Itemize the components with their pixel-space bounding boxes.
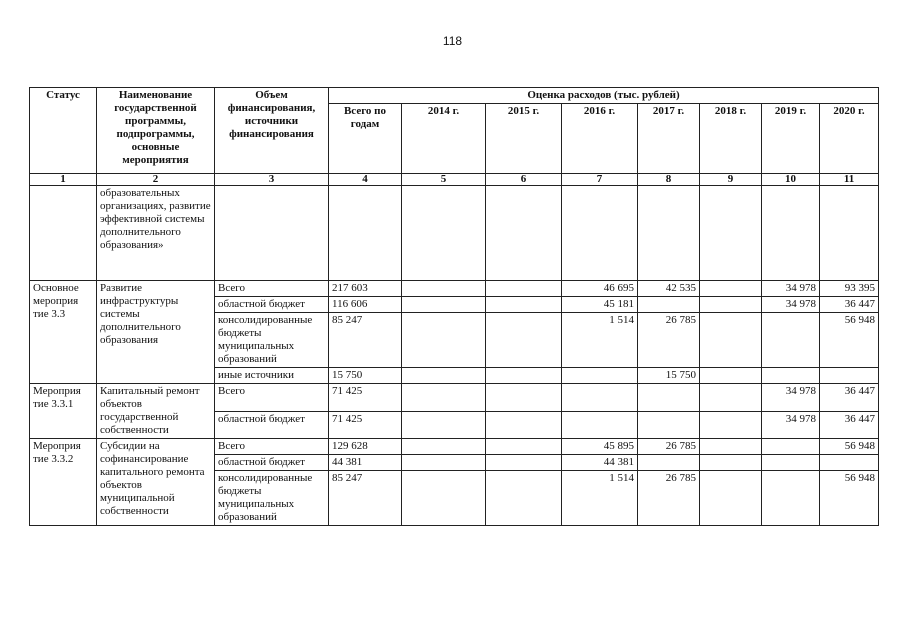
cell-2014 [402,439,486,455]
cell-2014 [402,455,486,471]
table-row [30,281,879,297]
cell-2016: 1 514 [562,313,638,368]
cell-2015 [486,384,562,412]
column-number: 11 [820,174,879,186]
cell-2017: 26 785 [638,439,700,455]
table-cell [700,186,762,281]
column-number: 4 [329,174,402,186]
continuation-row [30,186,879,281]
cell-2019 [762,439,820,455]
table-row [30,384,879,412]
cell-2016: 44 381 [562,455,638,471]
header-2014: 2014 г. [402,104,486,174]
cell-total: 217 603 [329,281,402,297]
cell-total: 15 750 [329,368,402,384]
row-status: Мероприя тие 3.3.1 [30,384,97,439]
cell-2015 [486,455,562,471]
column-number: 7 [562,174,638,186]
column-number: 9 [700,174,762,186]
cell-2014 [402,313,486,368]
column-number: 10 [762,174,820,186]
header-name: Наименование государственной программы, подпрограммы, основные мероприятия [97,88,215,174]
cell-2017: 26 785 [638,471,700,526]
header-status: Статус [30,88,97,174]
row-name: Капитальный ремонт объектов государственной собственности [97,384,215,439]
cell-2015 [486,297,562,313]
cell-2020 [820,368,879,384]
row-source: Всего [215,281,329,297]
cell-2018 [700,455,762,471]
cell-total: 116 606 [329,297,402,313]
column-number: 8 [638,174,700,186]
cell-2020: 56 948 [820,471,879,526]
row-status: Мероприя тие 3.3.2 [30,439,97,526]
cell-2019: 34 978 [762,281,820,297]
cell-2016 [562,384,638,412]
header-2016: 2016 г. [562,104,638,174]
cell-2018 [700,384,762,412]
cell-2017 [638,297,700,313]
table-cell [562,186,638,281]
cell-2018 [700,297,762,313]
cell-2016: 45 895 [562,439,638,455]
expense-table [29,87,879,526]
table-cell [215,186,329,281]
cell-2020: 56 948 [820,313,879,368]
row-source: консолидированные бюджеты муниципальных образований [215,313,329,368]
cell-2019 [762,471,820,526]
row-name: Субсидии на софинансирование капитального ремонта объектов муниципальной собственности [97,439,215,526]
header-estimate: Оценка расходов (тыс. рублей) [329,88,879,104]
column-number: 5 [402,174,486,186]
table-cell [820,186,879,281]
cell-2019: 34 978 [762,384,820,412]
cell-2015 [486,439,562,455]
row-name: Развитие инфраструктуры системы дополнительного образования [97,281,215,384]
continuation-name: образовательных организациях, развитие эффективной системы дополнительного образования» [97,186,215,281]
cell-2014 [402,281,486,297]
row-source: Всего [215,439,329,455]
cell-2014 [402,297,486,313]
table-cell [30,186,97,281]
cell-2019: 34 978 [762,297,820,313]
cell-2014 [402,368,486,384]
cell-2019 [762,313,820,368]
cell-2020: 36 447 [820,411,879,439]
table-cell [762,186,820,281]
cell-total: 71 425 [329,411,402,439]
table-cell [486,186,562,281]
cell-2014 [402,384,486,412]
cell-2014 [402,471,486,526]
cell-2018 [700,411,762,439]
cell-2017: 42 535 [638,281,700,297]
cell-total: 44 381 [329,455,402,471]
header-2019: 2019 г. [762,104,820,174]
cell-2017: 15 750 [638,368,700,384]
table-cell [402,186,486,281]
header-2020: 2020 г. [820,104,879,174]
header-2015: 2015 г. [486,104,562,174]
column-number: 1 [30,174,97,186]
cell-total: 85 247 [329,313,402,368]
cell-2019: 34 978 [762,411,820,439]
header-2017: 2017 г. [638,104,700,174]
cell-2018 [700,439,762,455]
cell-2016 [562,368,638,384]
row-source: областной бюджет [215,411,329,439]
cell-2020: 36 447 [820,384,879,412]
cell-2018 [700,471,762,526]
row-source: иные источники [215,368,329,384]
page-number: 118 [442,34,463,48]
table-cell [329,186,402,281]
column-number: 3 [215,174,329,186]
row-source: консолидированные бюджеты муниципальных образований [215,471,329,526]
row-source: Всего [215,384,329,412]
cell-2015 [486,368,562,384]
cell-2016: 46 695 [562,281,638,297]
cell-2017 [638,455,700,471]
cell-2020: 36 447 [820,297,879,313]
cell-2019 [762,368,820,384]
cell-2019 [762,455,820,471]
cell-2020: 56 948 [820,439,879,455]
cell-2018 [700,368,762,384]
cell-2015 [486,313,562,368]
cell-2020: 93 395 [820,281,879,297]
row-status: Основное мероприя тие 3.3 [30,281,97,384]
cell-2020 [820,455,879,471]
cell-2015 [486,411,562,439]
table-row [30,439,879,455]
cell-2017 [638,384,700,412]
cell-2016: 1 514 [562,471,638,526]
cell-2017: 26 785 [638,313,700,368]
cell-2014 [402,411,486,439]
row-source: областной бюджет [215,455,329,471]
column-number: 6 [486,174,562,186]
cell-2015 [486,471,562,526]
cell-2016: 45 181 [562,297,638,313]
cell-2016 [562,411,638,439]
cell-2017 [638,411,700,439]
header-total: Всего по годам [329,104,402,174]
cell-2018 [700,313,762,368]
cell-total: 71 425 [329,384,402,412]
cell-2015 [486,281,562,297]
table-cell [638,186,700,281]
header-2018: 2018 г. [700,104,762,174]
header-volume: Объем финансирования, источники финансирования [215,88,329,174]
column-number: 2 [97,174,215,186]
row-source: областной бюджет [215,297,329,313]
cell-2018 [700,281,762,297]
cell-total: 129 628 [329,439,402,455]
column-number-row [30,174,879,186]
cell-total: 85 247 [329,471,402,526]
